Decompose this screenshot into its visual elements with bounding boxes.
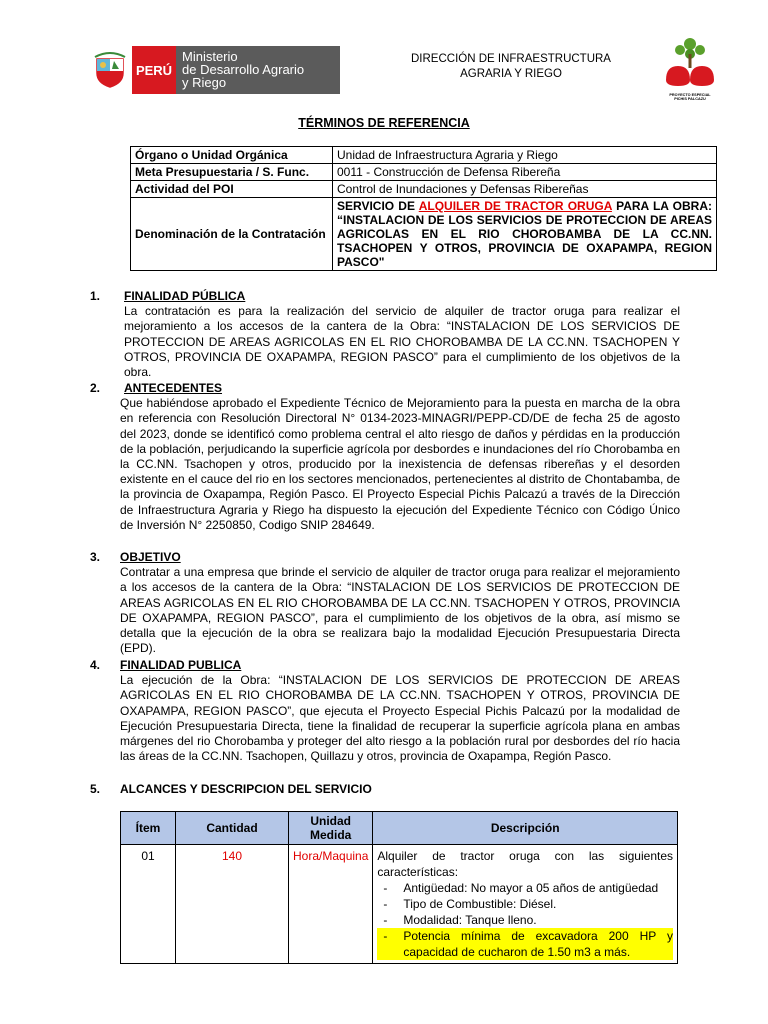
- bullet-text: Antigüedad: No mayor a 05 años de antigüedad: [403, 881, 659, 895]
- header-line-2: AGRARIA Y RIEGO: [460, 68, 562, 80]
- info-label: Órgano o Unidad Orgánica: [131, 147, 333, 164]
- section-number: 2.: [90, 381, 101, 395]
- col-descripcion: Descripción: [373, 812, 678, 845]
- project-logo-line-1: PROYECTO ESPECIAL: [669, 93, 711, 97]
- contract-highlight: ALQUILER DE TRACTOR ORUGA: [418, 199, 612, 213]
- list-item: - Antigüedad: No mayor a 05 años de antigüedad: [383, 881, 659, 895]
- document-title: TÉRMINOS DE REFERENCIA: [298, 116, 470, 130]
- contract-suffix: PARA LA OBRA: “INSTALACION DE LOS SERVICIOS DE PROTECCION DE AREAS AGRICOLAS EN EL RIO CHOROBAMBA DE LA CC.NN. TSACHOPEN Y OTROS, PROVINCIA DE OXAPAMPA, REGION PASCO": [337, 199, 712, 269]
- section-title: ANTECEDENTES: [124, 381, 223, 395]
- section-body: Que habiéndose aprobado el Expediente Técnico de Mejoramiento para la puesta en marcha de la obra en referencia con Resolución Directoral N° 0134-2023-MINAGRI/PEPP-CD/DE de fecha 25 de agosto del 2023, donde se identificó como problema central el alto riesgo de daños y pérdidas en la producción de la población, perjudicando la superficie agrícola por desbordes e inundaciones del río Chorobamba en la CC.NN. Tsachopen y otros, producido por la inexistencia de defensas ribereñas y el desorden existente en el cauce del rio en los sectores mencionados, pertenecientes al distrito de Chontabamba, de la provincia de Oxapampa, Región Pasco. El Proyecto Especial Pichis Palcazú a través de la Dirección de Infraestructura Agraria y Riego ha dispuesto la ejecución del Expediente Técnico con Código Único de Inversión N° 2250850, Codigo SNIP 284649.: [120, 396, 680, 532]
- cell-cantidad: 140: [176, 845, 289, 964]
- desc-intro: Alquiler de tractor oruga con las siguientes características:: [377, 849, 673, 879]
- section-title: FINALIDAD PÚBLICA: [124, 289, 246, 303]
- header-directorate: [398, 52, 624, 82]
- section-body: La contratación es para la realización del servicio de alquiler de tractor oruga para realizar el mejoramiento a los accesos de la cantera de la Obra: “INSTALACION DE LOS SERVICIOS DE PROTECCION DE AREAS AGRICOLAS EN EL RIO CHOROBAMBA DE LA CC.NN. TSACHOPEN Y OTROS, PROVINCIA DE OXAPAMPA, REGION PASCO” para el cumplimiento de los objetivos de la obra.: [124, 304, 680, 380]
- bullet-text-highlight: Potencia mínima de excavadora 200 HP y capacidad de cucharon de 1.50 m3 a más.: [403, 929, 673, 959]
- info-label: Actividad del POI: [131, 181, 333, 198]
- service-table-header: [121, 812, 678, 845]
- section-heading: [90, 381, 680, 396]
- contract-prefix: SERVICIO DE: [337, 199, 419, 213]
- service-table: [120, 811, 678, 964]
- col-item: Ítem: [121, 812, 176, 845]
- project-tree-icon: [660, 36, 720, 88]
- section-number: 3.: [90, 550, 101, 564]
- section-body: La ejecución de la Obra: “INSTALACION DE LOS SERVICIOS DE PROTECCION DE AREAS AGRICOLAS EN EL RIO CHOROBAMBA DE LA CC.NN. TSACHOPEN Y OTROS, PROVINCIA DE OXAPAMPA, REGION PASCO”, que ejecuta el Proyecto Especial Pichis Palcazú por la modalidad de Ejecución Presupuestaria Directa, tiene la finalidad de recuperar la superficie agrícola plana en ambas márgenes del rio Chorobamba y proteger del alto riesgo a la población rural por desbordes del río hacia las áreas de la CC.NN. Tsachopen, Quillazu y otros, provincia de Oxapampa, Región Pasco.: [120, 673, 680, 764]
- table-row: [121, 845, 678, 964]
- contract-value: [333, 198, 717, 271]
- info-row: [131, 181, 717, 198]
- section-number: 4.: [90, 658, 101, 672]
- info-value: 0011 - Construcción de Defensa Ribereña: [333, 164, 717, 181]
- section-heading: [90, 658, 680, 673]
- section-title: OBJETIVO: [120, 550, 181, 564]
- desc-bullets: [377, 880, 673, 960]
- col-unidad: Unidad Medida: [289, 812, 373, 845]
- bullet-text: Modalidad: Tanque lleno.: [403, 913, 537, 927]
- list-item: - Modalidad: Tanque lleno.: [383, 913, 537, 927]
- section-1: [90, 289, 680, 380]
- info-value: Unidad de Infraestructura Agraria y Riego: [333, 147, 717, 164]
- section-heading: [90, 289, 680, 304]
- info-row: [131, 164, 717, 181]
- ministry-line-3: y Riego: [182, 75, 227, 90]
- info-row: [131, 147, 717, 164]
- section-3: [90, 550, 680, 656]
- list-item: - Tipo de Combustible: Diésel.: [383, 897, 557, 911]
- section-4: [90, 658, 680, 764]
- col-cantidad: Cantidad: [176, 812, 289, 845]
- ministry-line-2: de Desarrollo Agrario: [182, 62, 305, 77]
- peru-badge: PERÚ: [132, 46, 176, 94]
- info-label: Meta Presupuestaria / S. Func.: [131, 164, 333, 181]
- project-logo: [660, 36, 720, 101]
- coat-of-arms-icon: [88, 46, 132, 94]
- section-body: Contratar a una empresa que brinde el servicio de alquiler de tractor oruga para realizar el mejoramiento a los accesos de la cantera de la Obra: “INSTALACION DE LOS SERVICIOS DE PROTECCION DE AREAS AGRICOLAS EN EL RIO CHOROBAMBA DE LA CC.NN. TSACHOPEN Y OTROS, PROVINCIA DE OXAPAMPA, REGION PASCO”, para el cumplimiento de los objetivos de la obra, así mismo se detalla que la ejecución de la obra se realizara bajo la modalidad Ejecución Presupuestaria Directa (EPD).: [120, 565, 680, 656]
- ministry-line-1: Ministerio: [182, 49, 238, 64]
- cell-unidad: Hora/Maquina: [289, 845, 373, 964]
- cell-item: 01: [121, 845, 176, 964]
- info-table: [130, 146, 717, 271]
- contract-label: Denominación de la Contratación: [131, 198, 333, 271]
- info-value: Control de Inundaciones y Defensas Ribereñas: [333, 181, 717, 198]
- header-line-1: DIRECCIÓN DE INFRAESTRUCTURA: [411, 53, 611, 65]
- list-item-highlight: - Potencia mínima de excavadora 200 HP y capacidad de cucharon de 1.50 m3 a más.: [377, 928, 673, 960]
- section-5: [90, 782, 680, 797]
- info-row-contract: [131, 198, 717, 271]
- section-heading: [90, 782, 680, 797]
- section-number: 1.: [90, 289, 101, 303]
- bullet-text: Tipo de Combustible: Diésel.: [403, 897, 557, 911]
- project-logo-line-2: PICHIS PALCAZU: [674, 97, 706, 101]
- section-title: FINALIDAD PUBLICA: [120, 658, 242, 672]
- section-heading: [90, 550, 680, 565]
- section-number: 5.: [90, 782, 101, 796]
- cell-descripcion: [373, 845, 678, 964]
- section-2: [90, 381, 680, 533]
- section-title: ALCANCES Y DESCRIPCION DEL SERVICIO: [120, 782, 372, 796]
- ministry-name: [176, 46, 340, 94]
- ministry-logo: [88, 46, 340, 94]
